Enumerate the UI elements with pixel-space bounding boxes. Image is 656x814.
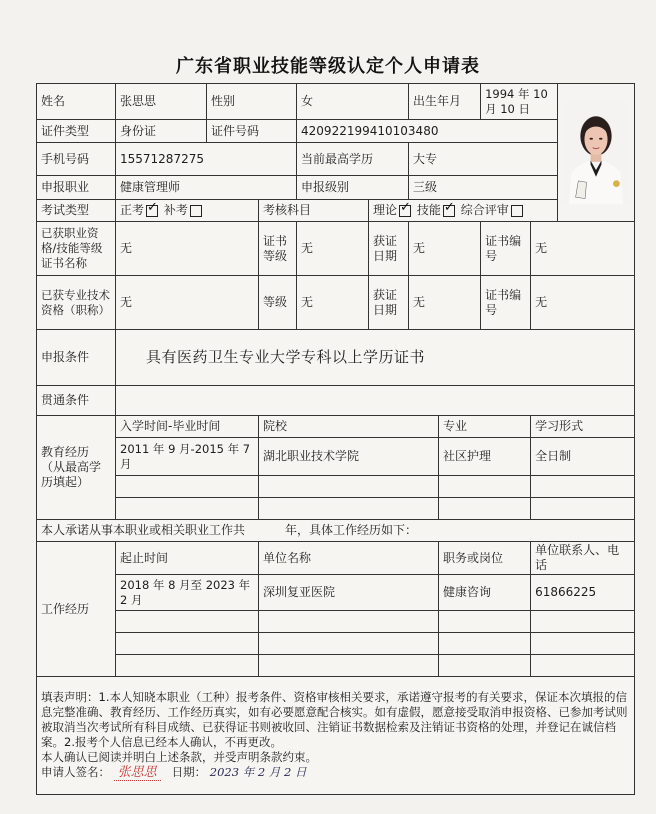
edu-empty-cell[interactable] bbox=[439, 476, 531, 498]
edu-empty-cell[interactable] bbox=[116, 476, 259, 498]
edu-empty-cell[interactable] bbox=[531, 476, 635, 498]
cert2-no-label: 证书编号 bbox=[481, 276, 531, 330]
form-title: 广东省职业技能等级认定个人申请表 bbox=[176, 56, 480, 77]
edu-row-school[interactable]: 湖北职业技术学院 bbox=[259, 438, 439, 476]
cert2-level-label: 等级 bbox=[259, 276, 297, 330]
work-empty-cell[interactable] bbox=[439, 611, 531, 633]
name-value[interactable]: 张思思 bbox=[116, 84, 207, 120]
work-header-contact: 单位联系人、电话 bbox=[531, 542, 635, 575]
subject-label: 考核科目 bbox=[259, 200, 369, 222]
through-label: 贯通条件 bbox=[37, 386, 116, 416]
edu-empty-cell[interactable] bbox=[439, 498, 531, 520]
work-empty-cell[interactable] bbox=[259, 611, 439, 633]
subject-skill-checkbox[interactable] bbox=[443, 205, 455, 217]
work-header-company: 单位名称 bbox=[259, 542, 439, 575]
edu-header-time: 入学时间-毕业时间 bbox=[116, 416, 259, 438]
work-empty-cell[interactable] bbox=[259, 655, 439, 677]
cert1-name[interactable]: 无 bbox=[116, 222, 259, 276]
subject-skill-label: 技能 bbox=[416, 203, 441, 217]
idtype-label: 证件类型 bbox=[37, 120, 116, 143]
exam-bk-checkbox[interactable] bbox=[190, 205, 202, 217]
cert1-no[interactable]: 无 bbox=[531, 222, 635, 276]
edu-label: 当前最高学历 bbox=[297, 143, 409, 176]
cert1-no-label: 证书编号 bbox=[481, 222, 531, 276]
work-header-time: 起止时间 bbox=[116, 542, 259, 575]
declaration-block bbox=[37, 677, 635, 795]
exam-option-zk-label: 正考 bbox=[120, 203, 145, 217]
condition-label: 申报条件 bbox=[37, 330, 116, 386]
date-value[interactable]: 2023 年 2 月 2 日 bbox=[209, 765, 307, 779]
education-label: 教育经历（从最高学历填起） bbox=[37, 416, 116, 520]
phone-value[interactable]: 15571287275 bbox=[116, 143, 297, 176]
phone-label: 手机号码 bbox=[37, 143, 116, 176]
level-label: 申报级别 bbox=[297, 176, 409, 200]
work-empty-cell[interactable] bbox=[259, 633, 439, 655]
work-promise bbox=[37, 520, 635, 542]
level-value[interactable]: 三级 bbox=[409, 176, 558, 200]
cert2-name[interactable]: 无 bbox=[116, 276, 259, 330]
work-row-company[interactable]: 深圳复亚医院 bbox=[259, 575, 439, 611]
edu-empty-cell[interactable] bbox=[531, 498, 635, 520]
condition-value[interactable]: 具有医药卫生专业大学专科以上学历证书 bbox=[116, 330, 635, 386]
subject-theory-checkbox[interactable] bbox=[399, 205, 411, 217]
edu-header-major: 专业 bbox=[439, 416, 531, 438]
work-row-time[interactable]: 2018 年 8 月至 2023 年 2 月 bbox=[116, 575, 259, 611]
cert1-level-label: 证书等级 bbox=[259, 222, 297, 276]
promise-text-2: 年，具体工作经历如下： bbox=[285, 523, 418, 537]
exam-type-label: 考试类型 bbox=[37, 200, 116, 222]
subject-theory-label: 理论 bbox=[373, 203, 398, 217]
exam-zk-checkbox[interactable] bbox=[146, 205, 158, 217]
work-row-position[interactable]: 健康咨询 bbox=[439, 575, 531, 611]
signature-line bbox=[41, 765, 630, 781]
work-label: 工作经历 bbox=[37, 542, 116, 677]
birth-value[interactable]: 1994 年 10 月 10 日 bbox=[481, 84, 558, 120]
work-header-position: 职务或岗位 bbox=[439, 542, 531, 575]
edu-row-mode[interactable]: 全日制 bbox=[531, 438, 635, 476]
cert1-label: 已获职业资格/技能等级证书名称 bbox=[37, 222, 116, 276]
exam-type-options bbox=[116, 200, 259, 222]
edu-header-mode: 学习形式 bbox=[531, 416, 635, 438]
application-form bbox=[36, 83, 635, 795]
cert2-date-label: 获证日期 bbox=[369, 276, 409, 330]
idtype-value[interactable]: 身份证 bbox=[116, 120, 207, 143]
work-empty-cell[interactable] bbox=[531, 611, 635, 633]
cert2-level[interactable]: 无 bbox=[297, 276, 369, 330]
edu-empty-cell[interactable] bbox=[259, 476, 439, 498]
signature-label: 申请人签名： bbox=[41, 765, 110, 779]
work-empty-cell[interactable] bbox=[116, 611, 259, 633]
cert1-level[interactable]: 无 bbox=[297, 222, 369, 276]
work-empty-cell[interactable] bbox=[116, 633, 259, 655]
job-label: 申报职业 bbox=[37, 176, 116, 200]
subject-review-checkbox[interactable] bbox=[511, 205, 523, 217]
exam-option-bk-label: 补考 bbox=[163, 203, 188, 217]
gender-label: 性别 bbox=[207, 84, 297, 120]
portrait-image bbox=[562, 102, 630, 204]
promise-text-1: 本人承诺从事本职业或相关职业工作共 bbox=[41, 523, 246, 537]
gender-value[interactable]: 女 bbox=[297, 84, 409, 120]
work-empty-cell[interactable] bbox=[531, 633, 635, 655]
subject-options bbox=[369, 200, 558, 222]
work-row-contact[interactable]: 61866225 bbox=[531, 575, 635, 611]
edu-empty-cell[interactable] bbox=[116, 498, 259, 520]
subject-review-label: 综合评审 bbox=[460, 203, 509, 217]
edu-row-time[interactable]: 2011 年 9 月-2015 年 7 月 bbox=[116, 438, 259, 476]
edu-header-school: 院校 bbox=[259, 416, 439, 438]
through-value[interactable] bbox=[116, 386, 635, 416]
name-label: 姓名 bbox=[37, 84, 116, 120]
work-empty-cell[interactable] bbox=[439, 633, 531, 655]
idno-value[interactable]: 420922199410103480 bbox=[297, 120, 558, 143]
cert2-label: 已获专业技术资格（职称） bbox=[37, 276, 116, 330]
work-empty-cell[interactable] bbox=[439, 655, 531, 677]
cert1-date-label: 获证日期 bbox=[369, 222, 409, 276]
edu-row-major[interactable]: 社区护理 bbox=[439, 438, 531, 476]
declaration-confirm: 本人确认已阅读并明白上述条款，并受声明条款约束。 bbox=[41, 750, 317, 764]
work-empty-cell[interactable] bbox=[116, 655, 259, 677]
idno-label: 证件号码 bbox=[207, 120, 297, 143]
work-empty-cell[interactable] bbox=[531, 655, 635, 677]
signature-value[interactable]: 张思思 bbox=[114, 765, 161, 781]
date-label: 日期： bbox=[171, 765, 207, 779]
declaration-text: 填表声明：1.本人知晓本职业（工种）报考条件、资格审核相关要求，承诺遵守报考的有关要求，保证本次填报的信息完整准确、教育经历、工作经历真实，如有必要愿意配合核实。如有虚假，愿意接受取消申报资格、已参加考试则被取消当次考试所有科目成绩、已获得证书则被收回、注销证书数据检索及注销证书资格的处理，并登记在诚信档案。2.报考个人信息已经本人确认，不再更改。 bbox=[41, 690, 628, 749]
cert2-date[interactable]: 无 bbox=[409, 276, 481, 330]
edu-empty-cell[interactable] bbox=[259, 498, 439, 520]
cert2-no[interactable]: 无 bbox=[531, 276, 635, 330]
birth-label: 出生年月 bbox=[409, 84, 481, 120]
applicant-photo bbox=[558, 84, 635, 222]
cert1-date[interactable]: 无 bbox=[409, 222, 481, 276]
job-value[interactable]: 健康管理师 bbox=[116, 176, 297, 200]
edu-value[interactable]: 大专 bbox=[409, 143, 558, 176]
